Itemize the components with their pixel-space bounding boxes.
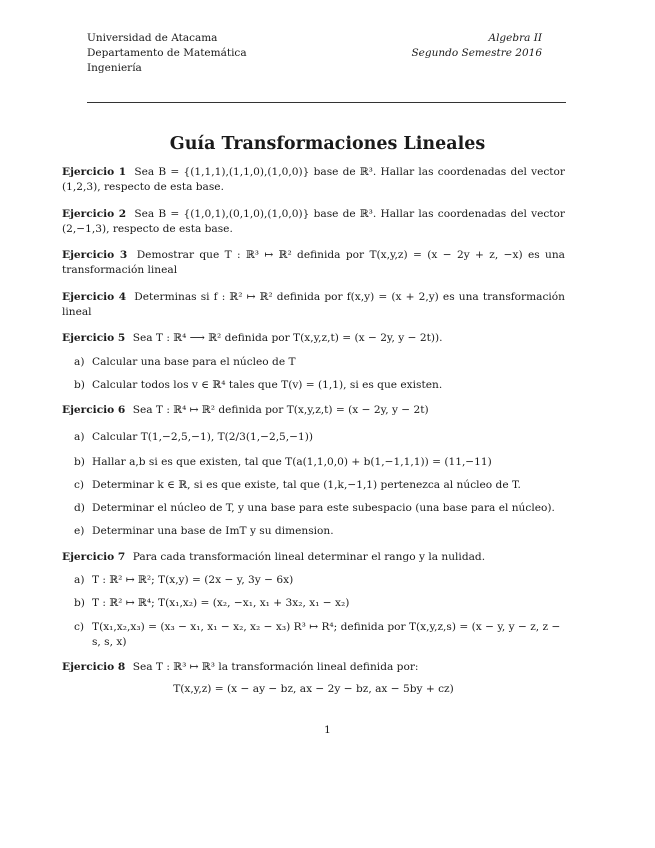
exercise-list [62,165,565,707]
item-text: Hallar a,b si es que existen, tal que T(a(1,1,0,0) + b(1,−1,1,1)) = (11,−11) [92,455,492,468]
list-item [74,378,565,393]
exercise-4 [62,290,565,321]
page-number: 1 [324,724,331,736]
header-faculty: Ingeniería [87,62,142,74]
exercise-text: Sea B = {(1,1,1),(1,1,0),(1,0,0)} base de ℝ³. Hallar las coordenadas del vector (1,2,3), respecto de esta base. [62,166,565,194]
item-text: T : ℝ² ↦ ℝ⁴; T(x₁,x₂) = (x₂, −x₁, x₁ + 3x₂, x₁ − x₂) [92,597,350,610]
exercise-1 [62,165,565,196]
exercise-6 [62,403,565,539]
item-text: Determinar el núcleo de T, y una base para este subespacio (una base para el núcleo). [92,502,555,515]
header-department: Departamento de Matemática [87,47,247,59]
item-label: b) [74,455,85,468]
item-text: Determinar una base de ImT y su dimension. [92,525,334,538]
exercise-7 [62,550,565,650]
list-item [74,478,565,493]
item-label: a) [74,574,85,587]
list-item [74,573,565,588]
exercise-3 [62,248,565,279]
exercise-label: Ejercicio 1 [62,166,127,178]
list-item [74,355,565,370]
list-item [74,427,565,447]
exercise-label: Ejercicio 8 [62,661,126,674]
list-item [74,455,565,470]
exercise-8 [62,660,565,697]
exercise-statement [62,331,565,346]
exercise-label: Ejercicio 7 [62,550,126,563]
exercise-text: Sea T : ℝ⁴ ⟶ ℝ² definida por T(x,y,z,t) = (x − 2y, y − 2t)). [132,332,443,345]
exercise-label: Ejercicio 6 [62,404,126,417]
list-item [74,620,565,651]
exercise-text: Determinas si f : ℝ² ↦ ℝ² definida por f(x,y) = (x + 2,y) es una transformación lineal [62,290,566,319]
exercise-text: Para cada transformación lineal determinar el rango y la nulidad. [132,550,486,563]
header-course: Algebra II [488,32,542,44]
item-label: c) [74,478,85,491]
exercise-label: Ejercicio 2 [62,207,127,220]
header-semester: Segundo Semestre 2016 [411,47,542,59]
list-item [74,524,565,539]
list-item [74,501,565,516]
exercise-2 [62,207,565,238]
item-label: a) [74,355,85,368]
item-label: c) [74,620,85,633]
item-text: T(x₁,x₂,x₃) = (x₃ − x₁, x₁ − x₂, x₂ − x₃) R³ ↦ R⁴; definida por T(x,y,z,s) = (x − y, y − z, z − s, s, x) [92,620,561,648]
item-label: e) [74,525,85,538]
exercise-label: Ejercicio 3 [62,249,128,262]
exercise-text: Sea T : ℝ⁴ ↦ ℝ² definida por T(x,y,z,t) = (x − 2y, y − 2t) [132,404,429,417]
exercise-text: Sea B = {(1,0,1),(0,1,0),(1,0,0)} base de ℝ³. Hallar las coordenadas del vector (2,−1,3), respecto de esta base. [62,207,565,235]
item-text: Determinar k ∈ ℝ, si es que existe, tal que (1,k,−1,1) pertenezca al núcleo de T. [92,478,521,491]
exercise-text: Demostrar que T : ℝ³ ↦ ℝ² definida por T(x,y,z) = (x − 2y + z, −x) es una transformación lineal [62,249,565,277]
item-text: Calcular una base para el núcleo de T [92,355,296,368]
header-rule [87,102,566,103]
exercise-5 [62,331,565,393]
page-title: Guía Transformaciones Lineales [169,134,486,154]
exercise-label: Ejercicio 4 [62,290,127,303]
item-text: Calcular todos los v ∈ ℝ⁴ tales que T(v) = (1,1), si es que existen. [92,378,443,391]
item-label: d) [74,502,85,515]
list-item [74,596,565,611]
item-label: b) [74,597,85,610]
item-label: a) [74,430,85,443]
display-equation: T(x,y,z) = (x − ay − bz, ax − 2y − bz, ax − 5by + cz) [173,682,454,695]
exercise-label: Ejercicio 5 [62,332,126,345]
exercise-statement [62,550,565,565]
exercise-statement [62,403,565,418]
exercise-text: Sea T : ℝ³ ↦ ℝ³ la transformación lineal definida por: [132,661,419,674]
header-left [87,31,247,76]
exercise-statement [62,660,565,675]
header-right [411,31,542,61]
item-text: T : ℝ² ↦ ℝ²; T(x,y) = (2x − y, 3y − 6x) [92,574,294,587]
item-label: b) [74,378,85,391]
header-university: Universidad de Atacama [87,32,218,44]
item-text: Calcular T(1,−2,5,−1), T(2/3(1,−2,5,−1)) [92,430,314,443]
